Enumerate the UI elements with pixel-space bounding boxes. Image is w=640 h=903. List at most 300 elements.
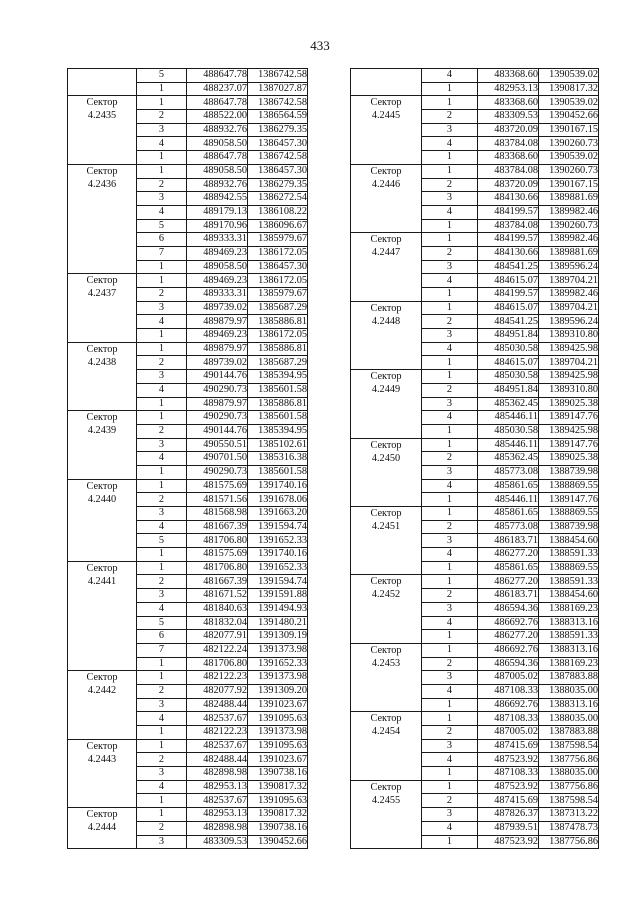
point-number: 4 bbox=[137, 383, 187, 397]
coordinate-x: 489879.97 bbox=[187, 342, 248, 356]
coordinate-y: 1391663.20 bbox=[248, 507, 308, 521]
point-number: 4 bbox=[422, 205, 478, 219]
sector-label: Сектор 4.2450 bbox=[351, 438, 422, 506]
coordinate-x: 481832.04 bbox=[187, 616, 248, 630]
coordinate-y: 1388591.33 bbox=[539, 548, 599, 562]
coordinate-x: 489058.50 bbox=[187, 137, 248, 151]
coordinate-x: 489469.23 bbox=[187, 246, 248, 260]
point-number: 1 bbox=[137, 808, 187, 822]
coordinate-y: 1390260.73 bbox=[539, 164, 599, 178]
coordinate-x: 490290.73 bbox=[187, 411, 248, 425]
page-number: 433 bbox=[310, 38, 330, 53]
point-number: 4 bbox=[422, 69, 478, 83]
point-number: 1 bbox=[137, 794, 187, 808]
point-number: 3 bbox=[422, 808, 478, 822]
point-number: 1 bbox=[137, 657, 187, 671]
point-number: 4 bbox=[422, 753, 478, 767]
coordinate-y: 1391309.19 bbox=[248, 630, 308, 644]
coordinate-x: 485446.11 bbox=[478, 438, 539, 452]
point-number: 4 bbox=[422, 548, 478, 562]
coordinate-x: 482488.44 bbox=[187, 753, 248, 767]
coordinate-x: 488647.78 bbox=[187, 69, 248, 83]
coordinate-y: 1386742.58 bbox=[248, 69, 308, 83]
coordinate-y: 1388169.23 bbox=[539, 602, 599, 616]
coordinate-x: 486183.71 bbox=[478, 589, 539, 603]
point-number: 2 bbox=[422, 657, 478, 671]
coordinate-x: 484199.57 bbox=[478, 233, 539, 247]
coordinate-y: 1389147.76 bbox=[539, 438, 599, 452]
sector-label: Сектор 4.2436 bbox=[68, 164, 137, 274]
coordinate-y: 1391095.63 bbox=[248, 739, 308, 753]
coordinate-x: 485030.58 bbox=[478, 370, 539, 384]
point-number: 1 bbox=[422, 219, 478, 233]
coordinate-x: 484199.57 bbox=[478, 205, 539, 219]
coordinate-x: 482488.44 bbox=[187, 698, 248, 712]
coordinate-x: 487523.92 bbox=[478, 835, 539, 849]
coordinate-x: 489879.97 bbox=[187, 397, 248, 411]
point-number: 1 bbox=[137, 274, 187, 288]
sector-label bbox=[68, 69, 137, 96]
coordinate-x: 486594.36 bbox=[478, 602, 539, 616]
coordinate-x: 485773.08 bbox=[478, 465, 539, 479]
coordinate-x: 486277.20 bbox=[478, 548, 539, 562]
point-number: 1 bbox=[137, 465, 187, 479]
point-number: 2 bbox=[137, 821, 187, 835]
coordinate-x: 489333.31 bbox=[187, 233, 248, 247]
coordinate-y: 1385601.58 bbox=[248, 411, 308, 425]
point-number: 1 bbox=[422, 507, 478, 521]
sector-label: Сектор 4.2454 bbox=[351, 712, 422, 780]
point-number: 2 bbox=[137, 575, 187, 589]
coordinate-x: 485030.58 bbox=[478, 342, 539, 356]
coordinate-x: 485446.11 bbox=[478, 411, 539, 425]
coordinate-y: 1389704.21 bbox=[539, 356, 599, 370]
point-number: 4 bbox=[137, 315, 187, 329]
table-row bbox=[68, 411, 308, 425]
coordinate-y: 1391591.88 bbox=[248, 589, 308, 603]
coordinate-x: 490144.76 bbox=[187, 424, 248, 438]
coordinate-x: 484951.84 bbox=[478, 329, 539, 343]
point-number: 5 bbox=[137, 616, 187, 630]
coordinate-y: 1391373.98 bbox=[248, 726, 308, 740]
point-number: 1 bbox=[422, 424, 478, 438]
point-number: 1 bbox=[422, 561, 478, 575]
coordinate-y: 1385979.67 bbox=[248, 233, 308, 247]
table-row bbox=[68, 739, 308, 753]
coordinates-table-right bbox=[350, 68, 599, 849]
point-number: 1 bbox=[422, 301, 478, 315]
point-number: 2 bbox=[422, 726, 478, 740]
point-number: 2 bbox=[422, 110, 478, 124]
point-number: 1 bbox=[137, 726, 187, 740]
point-number: 3 bbox=[422, 329, 478, 343]
table-row bbox=[68, 479, 308, 493]
coordinate-y: 1388313.16 bbox=[539, 698, 599, 712]
coordinate-y: 1390260.73 bbox=[539, 219, 599, 233]
point-number: 1 bbox=[422, 698, 478, 712]
table-row bbox=[351, 712, 599, 726]
coordinate-y: 1388591.33 bbox=[539, 575, 599, 589]
coordinate-x: 489170.96 bbox=[187, 219, 248, 233]
point-number: 3 bbox=[422, 534, 478, 548]
point-number: 7 bbox=[137, 643, 187, 657]
table-row bbox=[351, 69, 599, 83]
coordinate-y: 1391678.06 bbox=[248, 493, 308, 507]
coordinate-y: 1388313.16 bbox=[539, 616, 599, 630]
point-number: 2 bbox=[137, 493, 187, 507]
coordinate-y: 1388313.16 bbox=[539, 643, 599, 657]
coordinate-x: 481840.63 bbox=[187, 602, 248, 616]
point-number: 1 bbox=[137, 411, 187, 425]
coordinate-x: 483309.53 bbox=[187, 835, 248, 849]
coordinate-x: 487005.02 bbox=[478, 671, 539, 685]
coordinate-x: 483368.60 bbox=[478, 96, 539, 110]
coordinate-y: 1385394.95 bbox=[248, 370, 308, 384]
coordinate-x: 485861.65 bbox=[478, 561, 539, 575]
point-number: 1 bbox=[422, 835, 478, 849]
coordinate-y: 1389704.21 bbox=[539, 301, 599, 315]
coordinate-x: 481571.56 bbox=[187, 493, 248, 507]
coordinate-x: 488942.55 bbox=[187, 192, 248, 206]
point-number: 1 bbox=[422, 233, 478, 247]
point-number: 4 bbox=[422, 479, 478, 493]
point-number: 3 bbox=[137, 438, 187, 452]
table-row bbox=[68, 671, 308, 685]
sector-label: Сектор 4.2449 bbox=[351, 370, 422, 438]
coordinate-y: 1388035.00 bbox=[539, 767, 599, 781]
coordinate-x: 482953.13 bbox=[187, 780, 248, 794]
coordinate-y: 1386457.30 bbox=[248, 260, 308, 274]
coordinate-x: 487108.33 bbox=[478, 684, 539, 698]
coordinate-x: 490290.73 bbox=[187, 465, 248, 479]
point-number: 1 bbox=[137, 671, 187, 685]
point-number: 3 bbox=[137, 767, 187, 781]
coordinate-x: 487939.51 bbox=[478, 821, 539, 835]
sector-label: Сектор 4.2444 bbox=[68, 808, 137, 849]
coordinate-y: 1387756.86 bbox=[539, 780, 599, 794]
coordinate-y: 1387027.87 bbox=[248, 82, 308, 96]
coordinate-y: 1391740.16 bbox=[248, 479, 308, 493]
coordinate-x: 489879.97 bbox=[187, 315, 248, 329]
point-number: 4 bbox=[137, 780, 187, 794]
point-number: 3 bbox=[422, 260, 478, 274]
point-number: 4 bbox=[422, 616, 478, 630]
point-number: 4 bbox=[137, 712, 187, 726]
point-number: 4 bbox=[422, 684, 478, 698]
coordinate-y: 1391023.67 bbox=[248, 698, 308, 712]
sector-label: Сектор 4.2447 bbox=[351, 233, 422, 301]
coordinate-x: 487108.33 bbox=[478, 767, 539, 781]
table-row bbox=[351, 780, 599, 794]
point-number: 1 bbox=[422, 575, 478, 589]
coordinate-x: 483720.09 bbox=[478, 123, 539, 137]
point-number: 2 bbox=[137, 178, 187, 192]
point-number: 2 bbox=[422, 178, 478, 192]
coordinate-x: 482898.98 bbox=[187, 767, 248, 781]
point-number: 4 bbox=[422, 274, 478, 288]
coordinate-x: 488932.76 bbox=[187, 123, 248, 137]
coordinate-x: 487523.92 bbox=[478, 780, 539, 794]
sector-label: Сектор 4.2445 bbox=[351, 96, 422, 164]
coordinate-y: 1386457.30 bbox=[248, 137, 308, 151]
point-number: 4 bbox=[422, 821, 478, 835]
point-number: 1 bbox=[422, 780, 478, 794]
coordinate-x: 484541.25 bbox=[478, 315, 539, 329]
coordinate-x: 481706.80 bbox=[187, 657, 248, 671]
coordinate-y: 1389025.38 bbox=[539, 452, 599, 466]
coordinate-y: 1385601.58 bbox=[248, 383, 308, 397]
sector-label: Сектор 4.2438 bbox=[68, 342, 137, 410]
coordinate-x: 485362.45 bbox=[478, 397, 539, 411]
coordinate-x: 482122.23 bbox=[187, 671, 248, 685]
point-number: 1 bbox=[137, 479, 187, 493]
point-number: 1 bbox=[422, 767, 478, 781]
coordinate-x: 488237.07 bbox=[187, 82, 248, 96]
coordinate-y: 1388739.98 bbox=[539, 465, 599, 479]
coordinate-y: 1388739.98 bbox=[539, 520, 599, 534]
point-number: 3 bbox=[137, 123, 187, 137]
point-number: 1 bbox=[422, 438, 478, 452]
point-number: 5 bbox=[137, 69, 187, 83]
table-row bbox=[68, 342, 308, 356]
table-row bbox=[351, 370, 599, 384]
coordinate-y: 1390260.73 bbox=[539, 137, 599, 151]
coordinate-y: 1386172.05 bbox=[248, 246, 308, 260]
coordinate-x: 486692.76 bbox=[478, 643, 539, 657]
coordinate-y: 1389982.46 bbox=[539, 205, 599, 219]
sector-label: Сектор 4.2446 bbox=[351, 164, 422, 232]
coordinate-x: 489058.50 bbox=[187, 164, 248, 178]
coordinate-y: 1389596.24 bbox=[539, 260, 599, 274]
sector-label: Сектор 4.2448 bbox=[351, 301, 422, 369]
point-number: 2 bbox=[422, 315, 478, 329]
point-number: 4 bbox=[137, 205, 187, 219]
coordinate-y: 1386172.05 bbox=[248, 274, 308, 288]
point-number: 1 bbox=[137, 342, 187, 356]
coordinate-y: 1389704.21 bbox=[539, 274, 599, 288]
coordinate-y: 1391373.98 bbox=[248, 643, 308, 657]
coordinates-table-left bbox=[67, 68, 308, 849]
point-number: 5 bbox=[137, 219, 187, 233]
coordinate-x: 485030.58 bbox=[478, 424, 539, 438]
sector-label: Сектор 4.2440 bbox=[68, 479, 137, 561]
coordinate-y: 1390539.02 bbox=[539, 96, 599, 110]
sector-label: Сектор 4.2455 bbox=[351, 780, 422, 848]
point-number: 1 bbox=[137, 151, 187, 165]
coordinate-y: 1385886.81 bbox=[248, 397, 308, 411]
coordinate-x: 490701.50 bbox=[187, 452, 248, 466]
coordinate-x: 489333.31 bbox=[187, 288, 248, 302]
sector-label: Сектор 4.2443 bbox=[68, 739, 137, 807]
table-row bbox=[68, 164, 308, 178]
coordinate-y: 1386279.35 bbox=[248, 123, 308, 137]
sector-label: Сектор 4.2451 bbox=[351, 507, 422, 575]
coordinate-x: 481671.52 bbox=[187, 589, 248, 603]
coordinate-y: 1387883.88 bbox=[539, 671, 599, 685]
sector-label: Сектор 4.2442 bbox=[68, 671, 137, 739]
point-number: 3 bbox=[422, 739, 478, 753]
point-number: 4 bbox=[422, 342, 478, 356]
point-number: 3 bbox=[422, 671, 478, 685]
point-number: 2 bbox=[137, 110, 187, 124]
coordinate-x: 486277.20 bbox=[478, 575, 539, 589]
coordinate-y: 1390167.15 bbox=[539, 123, 599, 137]
coordinate-x: 489469.23 bbox=[187, 329, 248, 343]
coordinate-y: 1391373.98 bbox=[248, 671, 308, 685]
point-number: 1 bbox=[422, 164, 478, 178]
sector-label: Сектор 4.2439 bbox=[68, 411, 137, 479]
coordinate-y: 1388454.60 bbox=[539, 534, 599, 548]
coordinate-y: 1388869.55 bbox=[539, 561, 599, 575]
coordinate-x: 483368.60 bbox=[478, 69, 539, 83]
coordinate-y: 1386457.30 bbox=[248, 164, 308, 178]
coordinate-y: 1385102.61 bbox=[248, 438, 308, 452]
coordinate-x: 484615.07 bbox=[478, 356, 539, 370]
sector-label: Сектор 4.2453 bbox=[351, 643, 422, 711]
coordinate-y: 1387598.54 bbox=[539, 794, 599, 808]
coordinate-y: 1390539.02 bbox=[539, 151, 599, 165]
coordinate-x: 482077.91 bbox=[187, 630, 248, 644]
coordinate-x: 482122.23 bbox=[187, 726, 248, 740]
point-number: 3 bbox=[137, 835, 187, 849]
coordinate-y: 1389310.80 bbox=[539, 383, 599, 397]
point-number: 2 bbox=[422, 794, 478, 808]
coordinate-y: 1390167.15 bbox=[539, 178, 599, 192]
table-row bbox=[351, 643, 599, 657]
point-number: 3 bbox=[137, 698, 187, 712]
table-row bbox=[68, 96, 308, 110]
coordinate-y: 1390817.32 bbox=[539, 82, 599, 96]
coordinate-y: 1389025.38 bbox=[539, 397, 599, 411]
coordinate-x: 490144.76 bbox=[187, 370, 248, 384]
point-number: 1 bbox=[137, 548, 187, 562]
coordinate-y: 1386279.35 bbox=[248, 178, 308, 192]
coordinate-y: 1388454.60 bbox=[539, 589, 599, 603]
point-number: 2 bbox=[137, 356, 187, 370]
point-number: 2 bbox=[137, 753, 187, 767]
coordinate-x: 486692.76 bbox=[478, 616, 539, 630]
point-number: 1 bbox=[137, 260, 187, 274]
point-number: 1 bbox=[137, 96, 187, 110]
coordinate-x: 485861.65 bbox=[478, 507, 539, 521]
coordinate-x: 483720.09 bbox=[478, 178, 539, 192]
table-row bbox=[351, 301, 599, 315]
coordinate-x: 489469.23 bbox=[187, 274, 248, 288]
point-number: 1 bbox=[422, 493, 478, 507]
table-row bbox=[351, 507, 599, 521]
table-row bbox=[351, 233, 599, 247]
point-number: 1 bbox=[137, 329, 187, 343]
coordinate-x: 481575.69 bbox=[187, 479, 248, 493]
coordinate-y: 1387756.86 bbox=[539, 753, 599, 767]
coordinate-y: 1388035.00 bbox=[539, 684, 599, 698]
sector-label bbox=[351, 69, 422, 96]
point-number: 3 bbox=[137, 589, 187, 603]
coordinate-y: 1386096.67 bbox=[248, 219, 308, 233]
coordinate-x: 490290.73 bbox=[187, 383, 248, 397]
point-number: 3 bbox=[422, 465, 478, 479]
coordinate-x: 486594.36 bbox=[478, 657, 539, 671]
coordinate-y: 1389147.76 bbox=[539, 493, 599, 507]
coordinate-y: 1391023.67 bbox=[248, 753, 308, 767]
coordinate-x: 481575.69 bbox=[187, 548, 248, 562]
coordinate-y: 1387883.88 bbox=[539, 726, 599, 740]
coordinate-x: 486277.20 bbox=[478, 630, 539, 644]
coordinate-y: 1389982.46 bbox=[539, 288, 599, 302]
table-row bbox=[68, 808, 308, 822]
point-number: 2 bbox=[137, 684, 187, 698]
point-number: 1 bbox=[422, 643, 478, 657]
point-number: 2 bbox=[422, 383, 478, 397]
point-number: 6 bbox=[137, 233, 187, 247]
coordinate-x: 487826.37 bbox=[478, 808, 539, 822]
coordinate-x: 488522.00 bbox=[187, 110, 248, 124]
coordinate-x: 481667.39 bbox=[187, 575, 248, 589]
coordinate-y: 1387598.54 bbox=[539, 739, 599, 753]
coordinate-x: 487415.69 bbox=[478, 794, 539, 808]
point-number: 4 bbox=[137, 137, 187, 151]
coordinate-y: 1385316.38 bbox=[248, 452, 308, 466]
point-number: 5 bbox=[137, 534, 187, 548]
coordinate-y: 1391095.63 bbox=[248, 712, 308, 726]
coordinate-x: 489739.02 bbox=[187, 356, 248, 370]
coordinate-x: 489739.02 bbox=[187, 301, 248, 315]
coordinate-x: 484951.84 bbox=[478, 383, 539, 397]
coordinate-y: 1391494.93 bbox=[248, 602, 308, 616]
coordinate-x: 483368.60 bbox=[478, 151, 539, 165]
point-number: 3 bbox=[137, 301, 187, 315]
coordinate-y: 1391309.20 bbox=[248, 684, 308, 698]
coordinate-y: 1391652.33 bbox=[248, 657, 308, 671]
coordinate-x: 488647.78 bbox=[187, 96, 248, 110]
table-row bbox=[351, 96, 599, 110]
coordinate-y: 1391652.33 bbox=[248, 561, 308, 575]
coordinate-y: 1391480.21 bbox=[248, 616, 308, 630]
point-number: 4 bbox=[422, 411, 478, 425]
coordinate-x: 488647.78 bbox=[187, 151, 248, 165]
coordinate-y: 1391594.74 bbox=[248, 575, 308, 589]
coordinate-x: 484615.07 bbox=[478, 274, 539, 288]
table-row bbox=[68, 561, 308, 575]
point-number: 3 bbox=[137, 507, 187, 521]
point-number: 3 bbox=[137, 370, 187, 384]
coordinate-y: 1391740.16 bbox=[248, 548, 308, 562]
coordinate-x: 482122.24 bbox=[187, 643, 248, 657]
coordinate-x: 484130.66 bbox=[478, 246, 539, 260]
sector-label: Сектор 4.2452 bbox=[351, 575, 422, 643]
coordinate-y: 1391594.74 bbox=[248, 520, 308, 534]
coordinate-x: 487415.69 bbox=[478, 739, 539, 753]
point-number: 3 bbox=[422, 123, 478, 137]
coordinate-y: 1385601.58 bbox=[248, 465, 308, 479]
coordinate-x: 482898.98 bbox=[187, 821, 248, 835]
coordinate-x: 482537.67 bbox=[187, 712, 248, 726]
point-number: 7 bbox=[137, 246, 187, 260]
coordinate-x: 489058.50 bbox=[187, 260, 248, 274]
table-row bbox=[351, 164, 599, 178]
coordinate-y: 1391095.63 bbox=[248, 794, 308, 808]
coordinate-x: 482953.13 bbox=[187, 808, 248, 822]
coordinate-y: 1389881.69 bbox=[539, 192, 599, 206]
coordinate-x: 482537.67 bbox=[187, 794, 248, 808]
point-number: 1 bbox=[137, 739, 187, 753]
point-number: 2 bbox=[422, 589, 478, 603]
point-number: 1 bbox=[422, 370, 478, 384]
point-number: 1 bbox=[422, 82, 478, 96]
coordinate-x: 485861.65 bbox=[478, 479, 539, 493]
coordinate-y: 1389310.80 bbox=[539, 329, 599, 343]
coordinate-x: 483309.53 bbox=[478, 110, 539, 124]
